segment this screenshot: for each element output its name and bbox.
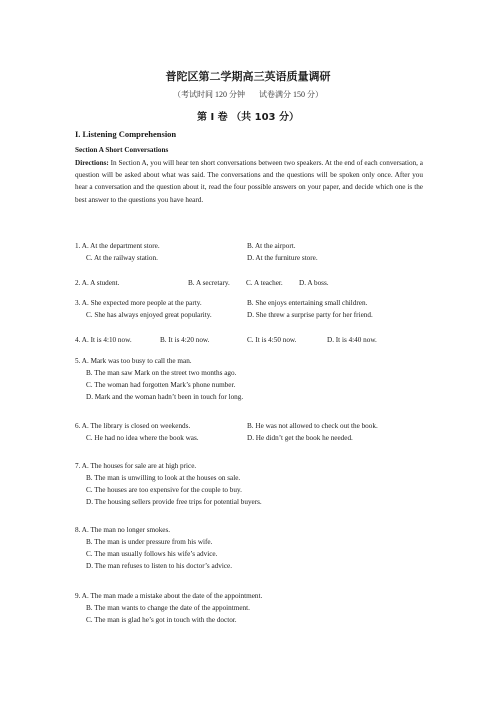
question-2 bbox=[75, 277, 423, 289]
q4-option-c: C. It is 4:50 now. bbox=[247, 336, 297, 344]
q5-option-b: B. The man saw Mark on the street two months ago. bbox=[86, 369, 237, 377]
question-4 bbox=[75, 334, 423, 346]
question-7 bbox=[75, 460, 423, 508]
question-1 bbox=[75, 240, 423, 264]
q9-option-b: B. The man wants to change the date of the appointment. bbox=[86, 604, 250, 612]
q2-option-c: C. A teacher. bbox=[246, 279, 283, 287]
q4-option-a: 4. A. It is 4:10 now. bbox=[75, 336, 132, 344]
question-5 bbox=[75, 355, 423, 403]
directions-text: In Section A, you will hear ten short conversations between two speakers. At the end of each conversation, a question will be asked about what was said. The conversations and the questions will be spoken only once. After you hear a conversation and the question about it, read the four possible answers on your paper, and decide which one is the best answer to the questions you have heard. bbox=[75, 159, 423, 204]
q6-option-d: D. He didn’t get the book he needed. bbox=[247, 434, 353, 442]
q9-option-c: C. The man is glad he’s got in touch with the doctor. bbox=[86, 616, 237, 624]
q7-option-d: D. The housing sellers provide free trips for potential buyers. bbox=[86, 498, 262, 506]
q5-option-c: C. The woman had forgotten Mark’s phone number. bbox=[86, 381, 236, 389]
subsection-heading: Section A Short Conversations bbox=[75, 146, 169, 154]
directions-label: Directions: bbox=[75, 159, 109, 167]
q9-option-a: 9. A. The man made a mistake about the date of the appointment. bbox=[75, 592, 263, 600]
q7-option-c: C. The houses are too expensive for the couple to buy. bbox=[86, 486, 242, 494]
q4-option-b: B. It is 4:20 now. bbox=[160, 336, 210, 344]
q8-option-a: 8. A. The man no longer smokes. bbox=[75, 526, 171, 534]
q1-option-c: C. At the railway station. bbox=[86, 254, 158, 262]
q2-option-d: D. A boss. bbox=[299, 279, 329, 287]
q1-option-d: D. At the furniture store. bbox=[247, 254, 318, 262]
q4-option-d: D. It is 4:40 now. bbox=[327, 336, 377, 344]
exam-info bbox=[0, 89, 496, 100]
q5-option-a: 5. A. Mark was too busy to call the man. bbox=[75, 357, 192, 365]
q6-option-a: 6. A. The library is closed on weekends. bbox=[75, 422, 191, 430]
q2-option-b: B. A secretary. bbox=[188, 279, 230, 287]
q1-option-b: B. At the airport. bbox=[247, 242, 296, 250]
question-3 bbox=[75, 297, 423, 321]
q3-option-c: C. She has always enjoyed great popularity. bbox=[86, 311, 212, 319]
question-8 bbox=[75, 524, 423, 572]
q2-option-a: 2. A. A student. bbox=[75, 279, 120, 287]
q5-option-d: D. Mark and the woman hadn’t been in touch for long. bbox=[86, 393, 244, 401]
q3-option-b: B. She enjoys entertaining small children. bbox=[247, 299, 368, 307]
q3-option-d: D. She threw a surprise party for her friend. bbox=[247, 311, 373, 319]
q8-option-b: B. The man is under pressure from his wife. bbox=[86, 538, 213, 546]
q6-option-c: C. He had no idea where the book was. bbox=[86, 434, 199, 442]
q7-option-b: B. The man is unwilling to look at the houses on sale. bbox=[86, 474, 241, 482]
q1-option-a: 1. A. At the department store. bbox=[75, 242, 160, 250]
q8-option-c: C. The man usually follows his wife’s advice. bbox=[86, 550, 218, 558]
exam-title: 普陀区第二学期高三英语质量调研 bbox=[165, 70, 331, 83]
section-heading: I. Listening Comprehension bbox=[75, 129, 177, 139]
directions bbox=[75, 157, 423, 206]
exam-time: （考试时间 120 分钟 bbox=[173, 90, 245, 99]
q7-option-a: 7. A. The houses for sale are at high price. bbox=[75, 462, 197, 470]
part-heading: 第 I 卷 （共 103 分） bbox=[196, 112, 299, 123]
q6-option-b: B. He was not allowed to check out the book. bbox=[247, 422, 378, 430]
exam-score: 试卷满分 150 分） bbox=[259, 90, 323, 99]
question-6 bbox=[75, 420, 423, 444]
q3-option-a: 3. A. She expected more people at the party. bbox=[75, 299, 202, 307]
question-9 bbox=[75, 590, 423, 626]
q8-option-d: D. The man refuses to listen to his doctor’s advice. bbox=[86, 562, 233, 570]
